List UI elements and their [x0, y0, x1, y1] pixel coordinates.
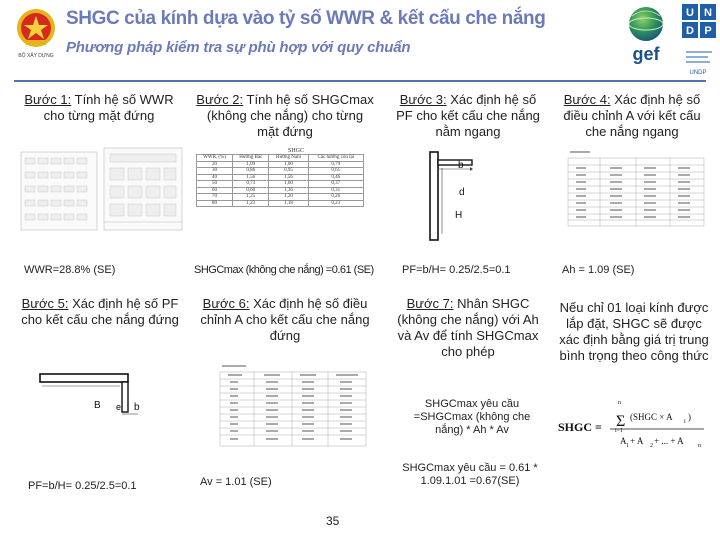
table-cell: 0,23 — [308, 200, 363, 207]
step-2 — [196, 92, 374, 140]
table-cell: 1,09 — [233, 161, 269, 168]
step-2-label: Bước 2: — [196, 92, 244, 107]
ah-table-graphic — [566, 148, 706, 228]
step-6-label: Bước 6: — [202, 296, 250, 311]
table-cell: 0,31 — [308, 187, 363, 194]
svg-text:): ) — [688, 412, 691, 422]
undp-logo-icon — [678, 2, 718, 80]
step-4-text: Xác định hệ số điều chỉnh A với kết cấu che nắng ngang — [563, 92, 701, 139]
table-cell: 1,23 — [233, 200, 269, 207]
diagram-v-label-b: b — [134, 402, 140, 413]
shgcmax-value: SHGCmax (không che nắng) =0.61 (SE) — [194, 264, 374, 276]
step-7 — [392, 296, 544, 360]
step-3-label: Bước 3: — [399, 92, 447, 107]
emblem-caption: BỘ XÂY DỰNG — [18, 53, 54, 59]
gef-logo-icon — [620, 4, 672, 64]
table-cell: 1,56 — [233, 174, 269, 181]
table-cell: 1,56 — [269, 174, 308, 181]
step-1-text: Tính hệ số WWR cho từng mặt đứng — [43, 92, 174, 123]
svg-text:Σ: Σ — [616, 413, 626, 430]
table-cell: 0,95 — [269, 168, 308, 175]
step-2-text: Tính hệ số SHGCmax (không che nắng) cho từng mặt đứng — [206, 92, 374, 139]
table-header-cell: Các hướng còn lại — [308, 155, 363, 162]
table-cell: 0,46 — [308, 174, 363, 181]
shgc-table — [196, 154, 364, 207]
page-subtitle: Phương pháp kiểm tra sự phù hợp với quy chuẩn — [66, 39, 411, 56]
step-5 — [16, 296, 184, 328]
table-cell: 30 — [197, 168, 233, 175]
formula-denominator-end: + ... + A — [654, 436, 684, 446]
step-8-note — [556, 300, 712, 364]
table-cell: 1,20 — [269, 194, 308, 201]
shgc-table-title: SHGC — [287, 148, 304, 154]
table-cell: 40 — [197, 174, 233, 181]
table-cell: 50 — [197, 181, 233, 188]
formula-denominator: A — [620, 436, 627, 446]
undp-logo-text: UNDP — [689, 70, 707, 76]
table-cell: 0,60 — [233, 187, 269, 194]
formula-sub-2: 2 — [650, 443, 653, 449]
table-header-cell: WWR, (%) — [197, 155, 233, 162]
ah-value: Ah = 1.09 (SE) — [562, 264, 635, 276]
step-3-text: Xác định hệ số PF cho kết cấu che nắng nằm ngang — [396, 92, 540, 139]
step-8-text: Nếu chỉ 01 loại kính được lắp đặt, SHGC sẽ được xác định bằng giá trị trung bình trọng theo công thức — [559, 300, 709, 363]
vertical-shading-diagram — [38, 370, 158, 418]
table-header-cell: Hướng Nam — [269, 155, 308, 162]
ah-table-figure — [566, 148, 706, 228]
page-number: 35 — [326, 514, 340, 528]
horizontal-shading-diagram — [400, 150, 540, 242]
step-6 — [200, 296, 370, 344]
formula-numerator: (SHGC × A — [630, 412, 673, 422]
step-4-label: Bước 4: — [563, 92, 611, 107]
svg-text:N: N — [704, 7, 712, 19]
formula-sub-n: n — [698, 443, 701, 449]
diagram-h-label-b: b — [458, 160, 464, 171]
weighted-average-formula — [558, 396, 708, 458]
svg-text:D: D — [686, 25, 694, 37]
step-5-label: Bước 5: — [21, 296, 69, 311]
table-cell: 0,86 — [233, 168, 269, 175]
table-header-cell: Hướng Bắc — [233, 155, 269, 162]
step-7-text: Nhân SHGC (không che nắng) với Ah và Av để tính SHGCmax cho phép — [397, 296, 539, 359]
step-3 — [392, 92, 544, 140]
diagram-v-label-e: e — [116, 402, 122, 412]
step-7-label: Bước 7: — [406, 296, 454, 311]
formula-denominator-mid: + A — [630, 436, 644, 446]
table-cell: 20 — [197, 161, 233, 168]
formula-sub-1: 1 — [626, 443, 629, 449]
formula-sum-bottom: i=1 — [615, 428, 624, 434]
diagram-v-label-B: B — [94, 400, 101, 411]
step-1 — [16, 92, 182, 124]
table-cell: 1,00 — [269, 161, 308, 168]
table-cell: 0,73 — [233, 181, 269, 188]
shgc-required-formula-text: SHGCmax yêu cầu =SHGCmax (không che nắng) * Ah * Av — [413, 398, 531, 436]
building-facade-elevations — [20, 146, 184, 232]
header-divider — [14, 80, 706, 82]
table-cell: 1,18 — [269, 200, 308, 207]
av-table-graphic — [218, 362, 368, 448]
shgc-table-figure — [196, 148, 366, 228]
table-cell: 0,79 — [308, 161, 363, 168]
diagram-h-label-d: d — [459, 187, 465, 198]
table-header-row — [197, 155, 364, 162]
table-cell: 1,60 — [269, 181, 308, 188]
svg-text:P: P — [704, 25, 712, 37]
gef-logo-text: gef — [632, 44, 660, 64]
pf-horizontal-value: PF=b/H= 0.25/2.5=0.1 — [402, 264, 511, 276]
table-cell: 0,26 — [308, 194, 363, 201]
av-table-figure — [218, 362, 368, 448]
table-row — [197, 200, 364, 207]
diagram-h-label-H: H — [455, 210, 463, 221]
table-cell: 1,25 — [233, 194, 269, 201]
pf-vertical-value: PF=b/H= 0.25/2.5=0.1 — [28, 480, 137, 492]
table-cell: 0,37 — [308, 181, 363, 188]
shgc-required-result: SHGCmax yêu cầu = 0.61 * 1.09.1.01 =0.67(SE) — [402, 462, 538, 487]
state-emblem-icon — [14, 6, 58, 60]
svg-text:U: U — [686, 7, 694, 19]
table-cell: 60 — [197, 187, 233, 194]
step-1-label: Bước 1: — [24, 92, 72, 107]
page-title: SHGC của kính dựa vào tỷ số WWR & kết cấu che nắng — [66, 8, 546, 29]
step-5-text: Xác định hệ số PF cho kết cấu che nắng đứng — [21, 296, 179, 327]
table-cell: 1,36 — [269, 187, 308, 194]
av-value: Av = 1.01 (SE) — [200, 476, 272, 488]
step-4 — [552, 92, 712, 140]
table-cell: 0,61 — [308, 168, 363, 175]
formula-sum-top: n — [618, 400, 621, 406]
wwr-value: WWR=28.8% (SE) — [24, 264, 116, 276]
formula-numerator-sub: i — [684, 419, 686, 425]
step-6-text: Xác định hệ số điều chỉnh A cho kết cấu che nắng đứng — [200, 296, 370, 343]
table-cell: 80 — [197, 200, 233, 207]
table-cell: 70 — [197, 194, 233, 201]
formula-lhs: SHGC = — [558, 420, 602, 434]
